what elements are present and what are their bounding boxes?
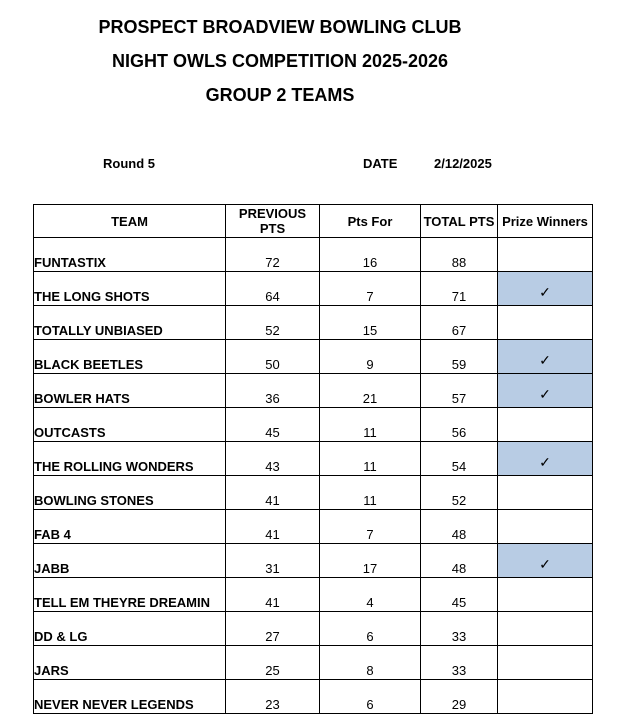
table-row	[34, 680, 593, 714]
pts-for: 9	[320, 340, 421, 374]
team-name: TELL EM THEYRE DREAMIN	[34, 578, 226, 612]
previous-pts: 41	[226, 578, 320, 612]
group-title: GROUP 2 TEAMS	[205, 85, 355, 105]
team-name: FUNTASTIX	[34, 238, 226, 272]
total-pts: 33	[421, 646, 498, 680]
prize-cell	[498, 340, 593, 374]
prize-cell	[498, 374, 593, 408]
prize-cell	[498, 272, 593, 306]
table-row	[34, 442, 593, 476]
date-value: 2/12/2025	[434, 156, 492, 171]
team-name: BOWLER HATS	[34, 374, 226, 408]
table-row	[34, 374, 593, 408]
pts-for: 11	[320, 408, 421, 442]
table-row	[34, 272, 593, 306]
header-total-pts: TOTAL PTS	[421, 205, 498, 238]
checkmark-icon: ✓	[539, 454, 551, 470]
table-row	[34, 578, 593, 612]
total-pts: 67	[421, 306, 498, 340]
table-row	[34, 238, 593, 272]
previous-pts: 43	[226, 442, 320, 476]
total-pts: 48	[421, 510, 498, 544]
previous-pts: 64	[226, 272, 320, 306]
total-pts: 57	[421, 374, 498, 408]
header-team: TEAM	[34, 205, 226, 238]
results-table	[33, 204, 593, 714]
table-row	[34, 646, 593, 680]
table-row	[34, 612, 593, 646]
previous-pts: 45	[226, 408, 320, 442]
date-label: DATE	[363, 156, 398, 171]
total-pts: 88	[421, 238, 498, 272]
total-pts: 54	[421, 442, 498, 476]
pts-for: 7	[320, 272, 421, 306]
total-pts: 33	[421, 612, 498, 646]
prize-cell	[498, 578, 593, 612]
results-body	[34, 238, 593, 714]
prize-cell	[498, 442, 593, 476]
table-row	[34, 476, 593, 510]
pts-for: 17	[320, 544, 421, 578]
header-prize-winners: Prize Winners	[498, 205, 593, 238]
previous-pts: 41	[226, 510, 320, 544]
prize-cell	[498, 646, 593, 680]
pts-for: 21	[320, 374, 421, 408]
header-pts-for: Pts For	[320, 205, 421, 238]
prize-cell	[498, 306, 593, 340]
team-name: TOTALLY UNBIASED	[34, 306, 226, 340]
prize-cell	[498, 408, 593, 442]
previous-pts: 36	[226, 374, 320, 408]
total-pts: 45	[421, 578, 498, 612]
club-title: PROSPECT BROADVIEW BOWLING CLUB	[98, 17, 462, 37]
team-name: JABB	[34, 544, 226, 578]
prize-cell	[498, 612, 593, 646]
team-name: DD & LG	[34, 612, 226, 646]
checkmark-icon: ✓	[539, 284, 551, 300]
total-pts: 52	[421, 476, 498, 510]
previous-pts: 23	[226, 680, 320, 714]
previous-pts: 72	[226, 238, 320, 272]
prize-cell	[498, 476, 593, 510]
previous-pts: 41	[226, 476, 320, 510]
competition-title: NIGHT OWLS COMPETITION 2025-2026	[111, 51, 449, 71]
checkmark-icon: ✓	[539, 386, 551, 402]
pts-for: 15	[320, 306, 421, 340]
pts-for: 11	[320, 476, 421, 510]
previous-pts: 31	[226, 544, 320, 578]
table-row	[34, 408, 593, 442]
total-pts: 56	[421, 408, 498, 442]
table-row	[34, 340, 593, 374]
pts-for: 4	[320, 578, 421, 612]
prize-cell	[498, 680, 593, 714]
total-pts: 29	[421, 680, 498, 714]
prize-cell	[498, 544, 593, 578]
previous-pts: 25	[226, 646, 320, 680]
team-name: FAB 4	[34, 510, 226, 544]
prize-cell	[498, 510, 593, 544]
table-row	[34, 510, 593, 544]
team-name: OUTCASTS	[34, 408, 226, 442]
header-row	[34, 205, 593, 238]
checkmark-icon: ✓	[539, 352, 551, 368]
total-pts: 71	[421, 272, 498, 306]
pts-for: 11	[320, 442, 421, 476]
table-row	[34, 306, 593, 340]
team-name: BLACK BEETLES	[34, 340, 226, 374]
prize-cell	[498, 238, 593, 272]
pts-for: 8	[320, 646, 421, 680]
team-name: JARS	[34, 646, 226, 680]
previous-pts: 27	[226, 612, 320, 646]
pts-for: 6	[320, 612, 421, 646]
pts-for: 6	[320, 680, 421, 714]
previous-pts: 52	[226, 306, 320, 340]
team-name: THE ROLLING WONDERS	[34, 442, 226, 476]
pts-for: 16	[320, 238, 421, 272]
total-pts: 48	[421, 544, 498, 578]
team-name: THE LONG SHOTS	[34, 272, 226, 306]
team-name: BOWLING STONES	[34, 476, 226, 510]
table-row	[34, 544, 593, 578]
previous-pts: 50	[226, 340, 320, 374]
total-pts: 59	[421, 340, 498, 374]
round-label: Round 5	[103, 156, 155, 171]
team-name: NEVER NEVER LEGENDS	[34, 680, 226, 714]
pts-for: 7	[320, 510, 421, 544]
checkmark-icon: ✓	[539, 556, 551, 572]
header-previous-pts: PREVIOUS PTS	[226, 205, 320, 238]
